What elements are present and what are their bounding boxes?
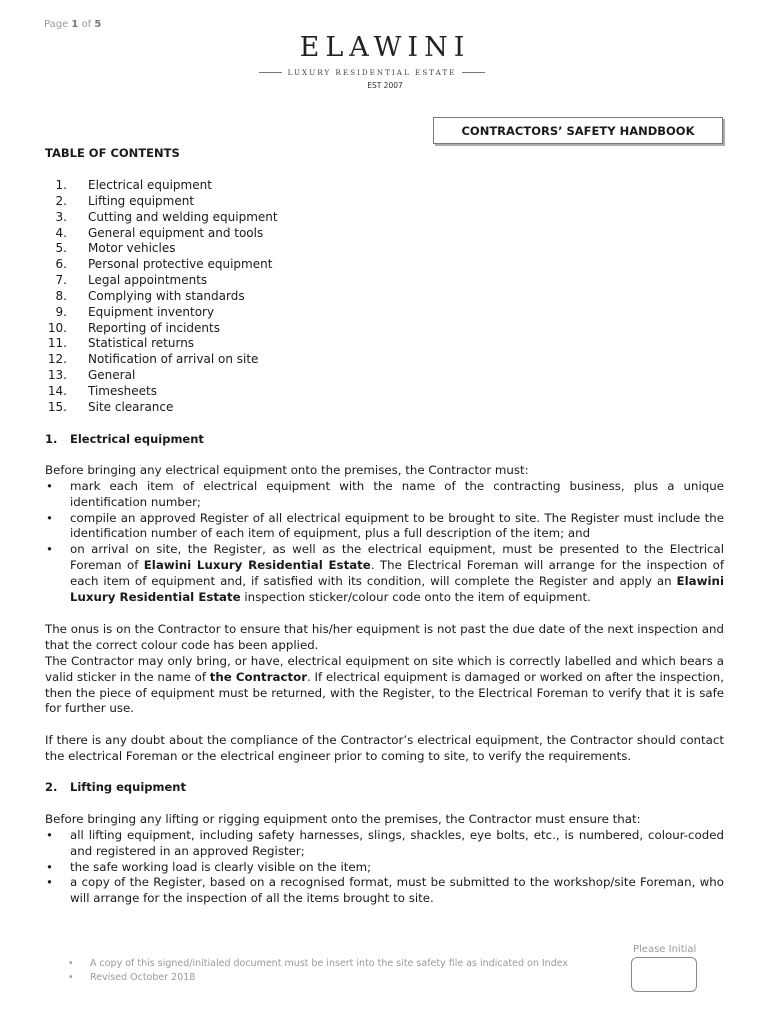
toc-item (45, 178, 445, 194)
toc-item-number: 10. (47, 320, 67, 335)
logo-subtitle: LUXURY RESIDENTIAL ESTATE (287, 67, 457, 77)
toc-item-label: Timesheets (88, 383, 157, 398)
toc-item (45, 289, 445, 305)
toc-item (45, 384, 445, 400)
toc-item-label: Electrical equipment (88, 178, 212, 192)
initial-box[interactable] (631, 957, 697, 992)
toc-item-label: Statistical returns (88, 336, 195, 351)
toc-item (45, 336, 445, 352)
logo-est: EST 2007 (367, 81, 403, 90)
toc-item-number: 6. (55, 257, 67, 272)
toc-item-number: 13. (47, 368, 67, 383)
section-1-para-1: The onus is on the Contractor to ensure that his/her equipment is not past the due date of the next inspection and that the correct colour code has been applied. (45, 622, 724, 652)
toc-item-label: Equipment inventory (88, 304, 215, 319)
toc-item-label: Personal protective equipment (88, 257, 273, 272)
toc-item (45, 194, 445, 210)
toc-item-label: Reporting of incidents (88, 320, 220, 335)
document-title: CONTRACTORS’ SAFETY HANDBOOK (433, 117, 723, 144)
logo-rule-right (462, 72, 485, 73)
footer-note: • Revised October 2018 (68, 971, 196, 983)
section-1-heading: 1. Electrical equipment (45, 432, 204, 446)
toc-item-label: Lifting equipment (88, 193, 195, 208)
logo-rule-left (259, 72, 282, 73)
toc-item-number: 9. (55, 304, 67, 319)
list-item: • all lifting equipment, including safety harnesses, slings, shackles, eye bolts, etc., is numbered, colour-coded and registered in an approved Register; (46, 828, 724, 858)
section-2-heading: 2. Lifting equipment (45, 780, 186, 794)
toc-item-number: 4. (55, 225, 67, 240)
toc-item (45, 321, 445, 337)
toc-item-label: Notification of arrival on site (88, 352, 259, 367)
toc-item-label: Complying with standards (88, 288, 245, 303)
section-1-intro: Before bringing any electrical equipment onto the premises, the Contractor must: (45, 463, 529, 477)
toc-item (45, 226, 445, 242)
toc-item (45, 368, 445, 384)
please-initial-label: Please Initial (633, 944, 697, 955)
toc-item-label: Site clearance (88, 399, 174, 414)
toc-item-number: 5. (55, 241, 67, 256)
toc-item (45, 241, 445, 257)
toc-item-number: 7. (55, 273, 67, 288)
footer-note: • A copy of this signed/initialed document must be insert into the site safety file as indicated on Index (68, 958, 569, 969)
page-number: Page 1 of 5 (44, 19, 102, 30)
toc-item-label: Motor vehicles (88, 241, 176, 256)
logo-subtitle-row (259, 65, 485, 79)
section-1-bullets (45, 479, 724, 605)
toc-item (45, 210, 445, 226)
toc-item-number: 8. (55, 288, 67, 303)
toc-item-label: General (88, 368, 136, 383)
toc-item-label: Cutting and welding equipment (88, 209, 278, 224)
toc-item-number: 15. (47, 399, 67, 414)
section-2-intro: Before bringing any lifting or rigging equipment onto the premises, the Contractor must ensure that: (45, 812, 641, 826)
list-item: • a copy of the Register, based on a recognised format, must be submitted to the workshop/site Foreman, who will arrange for the inspection of all the items brought to site. (46, 875, 724, 906)
table-of-contents (45, 178, 445, 416)
toc-item-number: 14. (47, 383, 67, 398)
list-item: • compile an approved Register of all electrical equipment to be brought to site. The Register must include the identification number of each item of equipment, plus a full description of the item; and (46, 510, 724, 541)
logo-name: ELAWINI (299, 32, 471, 63)
toc-item (45, 305, 445, 321)
section-1-para-3: If there is any doubt about the compliance of the Contractor’s electrical equipment, the Contractor should contact the electrical Foreman or the electrical engineer prior to coming to site, to verify the requirements. (45, 733, 724, 763)
list-item: • mark each item of electrical equipment with the name of the contracting business, plus a unique identification number; (46, 479, 724, 509)
toc-item-number: 1. (55, 178, 67, 192)
footer-notes (68, 957, 568, 984)
toc-item-label: General equipment and tools (88, 225, 264, 240)
toc-item-number: 11. (47, 336, 67, 351)
toc-item (45, 273, 445, 289)
toc-heading: TABLE OF CONTENTS (45, 146, 180, 160)
toc-item-label: Legal appointments (88, 273, 208, 288)
list-item: • on arrival on site, the Register, as well as the electrical equipment, must be presented to the Electrical Foreman of Elawini Luxury Residential Estate. The Electrical Foreman will arrange for the inspection of each item of equipment and, if satisfied with its condition, will complete the Register and apply an Elawini Luxury Residential Estate inspection sticker/colour code onto the item of equipment. (46, 542, 725, 604)
toc-item (45, 400, 445, 416)
toc-item (45, 257, 445, 273)
section-1-para-2: The Contractor may only bring, or have, electrical equipment on site which is correctly labelled and which bears a valid sticker in the name of the Contractor. If electrical equipment is damaged or worked on after the inspection, then the piece of equipment must be returned, with the Register, to the Electrical Foreman to verify that it is safe for further use. (45, 654, 725, 716)
list-item: • the safe working load is clearly visible on the item; (46, 859, 372, 874)
toc-item-number: 12. (47, 352, 67, 367)
section-2-bullets (45, 828, 724, 907)
toc-item-number: 2. (55, 193, 67, 208)
toc-item-number: 3. (55, 209, 67, 224)
toc-item (45, 352, 445, 368)
